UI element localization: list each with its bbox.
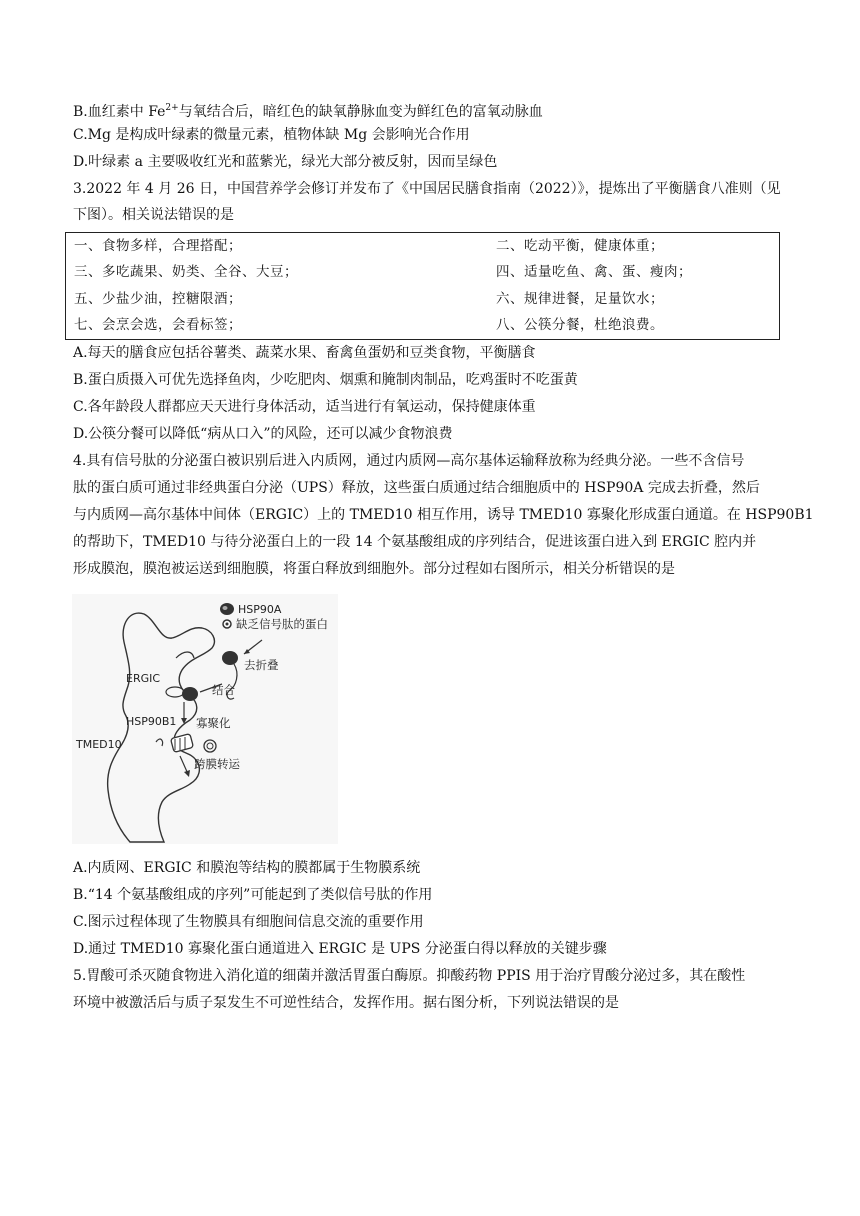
q4-stem-line4: 的帮助下，TMED10 与待分泌蛋白上的一段 14 个氨基酸组成的序列结合，促进该蛋白进入到 ERGIC 腔内并: [73, 534, 757, 550]
q3-option-d: D.公筷分餐可以降低“病从口入”的风险，还可以减少食物浪费: [73, 426, 453, 442]
figure-label-transport: 跨膜转运: [194, 757, 240, 771]
q3-option-a: A.每天的膳食应包括谷薯类、蔬菜水果、畜禽鱼蛋奶和豆类食物，平衡膳食: [73, 345, 536, 361]
figure-label-protein: 缺乏信号肽的蛋白: [236, 617, 328, 631]
q4-option-c: C.图示过程体现了生物膜具有细胞间信息交流的重要作用: [73, 914, 424, 930]
guideline-3: 三、多吃蔬果、奶类、全谷、大豆；: [74, 264, 298, 280]
q3-stem-line2: 下图）。相关说法错误的是: [73, 207, 234, 223]
protein-icon-core: [226, 623, 229, 626]
figure-label-hsp90b1: HSP90B1: [126, 715, 177, 728]
q4-stem-line5: 形成膜泡，膜泡被运送到细胞膜，将蛋白释放到细胞外。部分过程如右图所示，相关分析错误的是: [73, 561, 675, 577]
hsp90a-complex-icon: [222, 651, 238, 665]
figure-label-hsp90a: HSP90A: [238, 603, 282, 616]
guideline-5: 五、少盐少油，控糖限酒；: [74, 291, 242, 307]
q4-stem-line2: 肽的蛋白质可通过非经典蛋白分泌（UPS）释放，这些蛋白质通过结合细胞质中的 HSP90A 完成去折叠，然后: [73, 480, 760, 496]
guideline-6: 六、规律进餐，足量饮水；: [496, 291, 664, 307]
guideline-8: 八、公筷分餐，杜绝浪费。: [496, 317, 664, 333]
q2-option-c: C.Mg 是构成叶绿素的微量元素，植物体缺 Mg 会影响光合作用: [73, 127, 470, 143]
q2-option-b-text-1: B.血红素中 Fe: [73, 104, 166, 120]
q2-option-b: [73, 98, 543, 122]
guideline-4: 四、适量吃鱼、禽、蛋、瘦肉；: [496, 264, 692, 280]
q4-option-b: B.“14 个氨基酸组成的序列”可能起到了类似信号肽的作用: [73, 887, 433, 903]
guideline-7: 七、会烹会选，会看标签；: [74, 317, 242, 333]
binding-hsp90-icon: [182, 687, 198, 701]
figure-label-tmed10: TMED10: [76, 738, 122, 751]
q4-stem-line3: 与内质网—高尔基体中间体（ERGIC）上的 TMED10 相互作用，诱导 TMED10 寡聚化形成蛋白通道。在 HSP90B1: [73, 507, 814, 523]
q4-option-d: D.通过 TMED10 寡聚化蛋白通道进入 ERGIC 是 UPS 分泌蛋白得以释放的关键步骤: [73, 941, 607, 957]
q4-option-a: A.内质网、ERGIC 和膜泡等结构的膜都属于生物膜系统: [73, 860, 421, 876]
guideline-1: 一、食物多样，合理搭配；: [74, 238, 242, 254]
q3-option-b: B.蛋白质摄入可优先选择鱼肉，少吃肥肉、烟熏和腌制肉制品，吃鸡蛋时不吃蛋黄: [73, 372, 578, 388]
q3-option-c: C.各年龄段人群都应天天进行身体活动，适当进行有氧运动，保持健康体重: [73, 399, 536, 415]
q2-option-b-text-2: 与氧结合后，暗红色的缺氧静脉血变为鲜红色的富氧动脉血: [178, 104, 543, 120]
q4-stem-line1: 4.具有信号肽的分泌蛋白被识别后进入内质网，通过内质网—高尔基体运输释放称为经典分泌。一些不含信号: [73, 453, 745, 469]
dietary-guidelines-box: [65, 232, 780, 340]
figure-label-unfold: 去折叠: [244, 658, 279, 672]
guideline-2: 二、吃动平衡，健康体重；: [496, 238, 664, 254]
q2-option-b-superscript: 2+: [165, 103, 179, 113]
q5-stem-line1: 5.胃酸可杀灭随食物进入消化道的细菌并激活胃蛋白酶原。抑酸药物 PPIS 用于治疗胃酸分泌过多，其在酸性: [73, 968, 746, 984]
q3-stem-line1: 3.2022 年 4 月 26 日，中国营养学会修订并发布了《中国居民膳食指南（2022）》，提炼出了平衡膳食八准则（见: [73, 181, 781, 197]
q5-stem-line2: 环境中被激活后与质子泵发生不可逆性结合，发挥作用。据右图分析，下列说法错误的是: [73, 995, 619, 1011]
hsp90a-icon-highlight: [223, 606, 228, 610]
figure-label-ergic: ERGIC: [126, 672, 161, 685]
q2-option-d: D.叶绿素 a 主要吸收红光和蓝紫光，绿光大部分被反射，因而呈绿色: [73, 154, 498, 170]
figure-label-oligo: 寡聚化: [196, 716, 231, 730]
ups-secretion-figure: [72, 594, 338, 844]
figure-label-bind: 结合: [212, 683, 235, 697]
